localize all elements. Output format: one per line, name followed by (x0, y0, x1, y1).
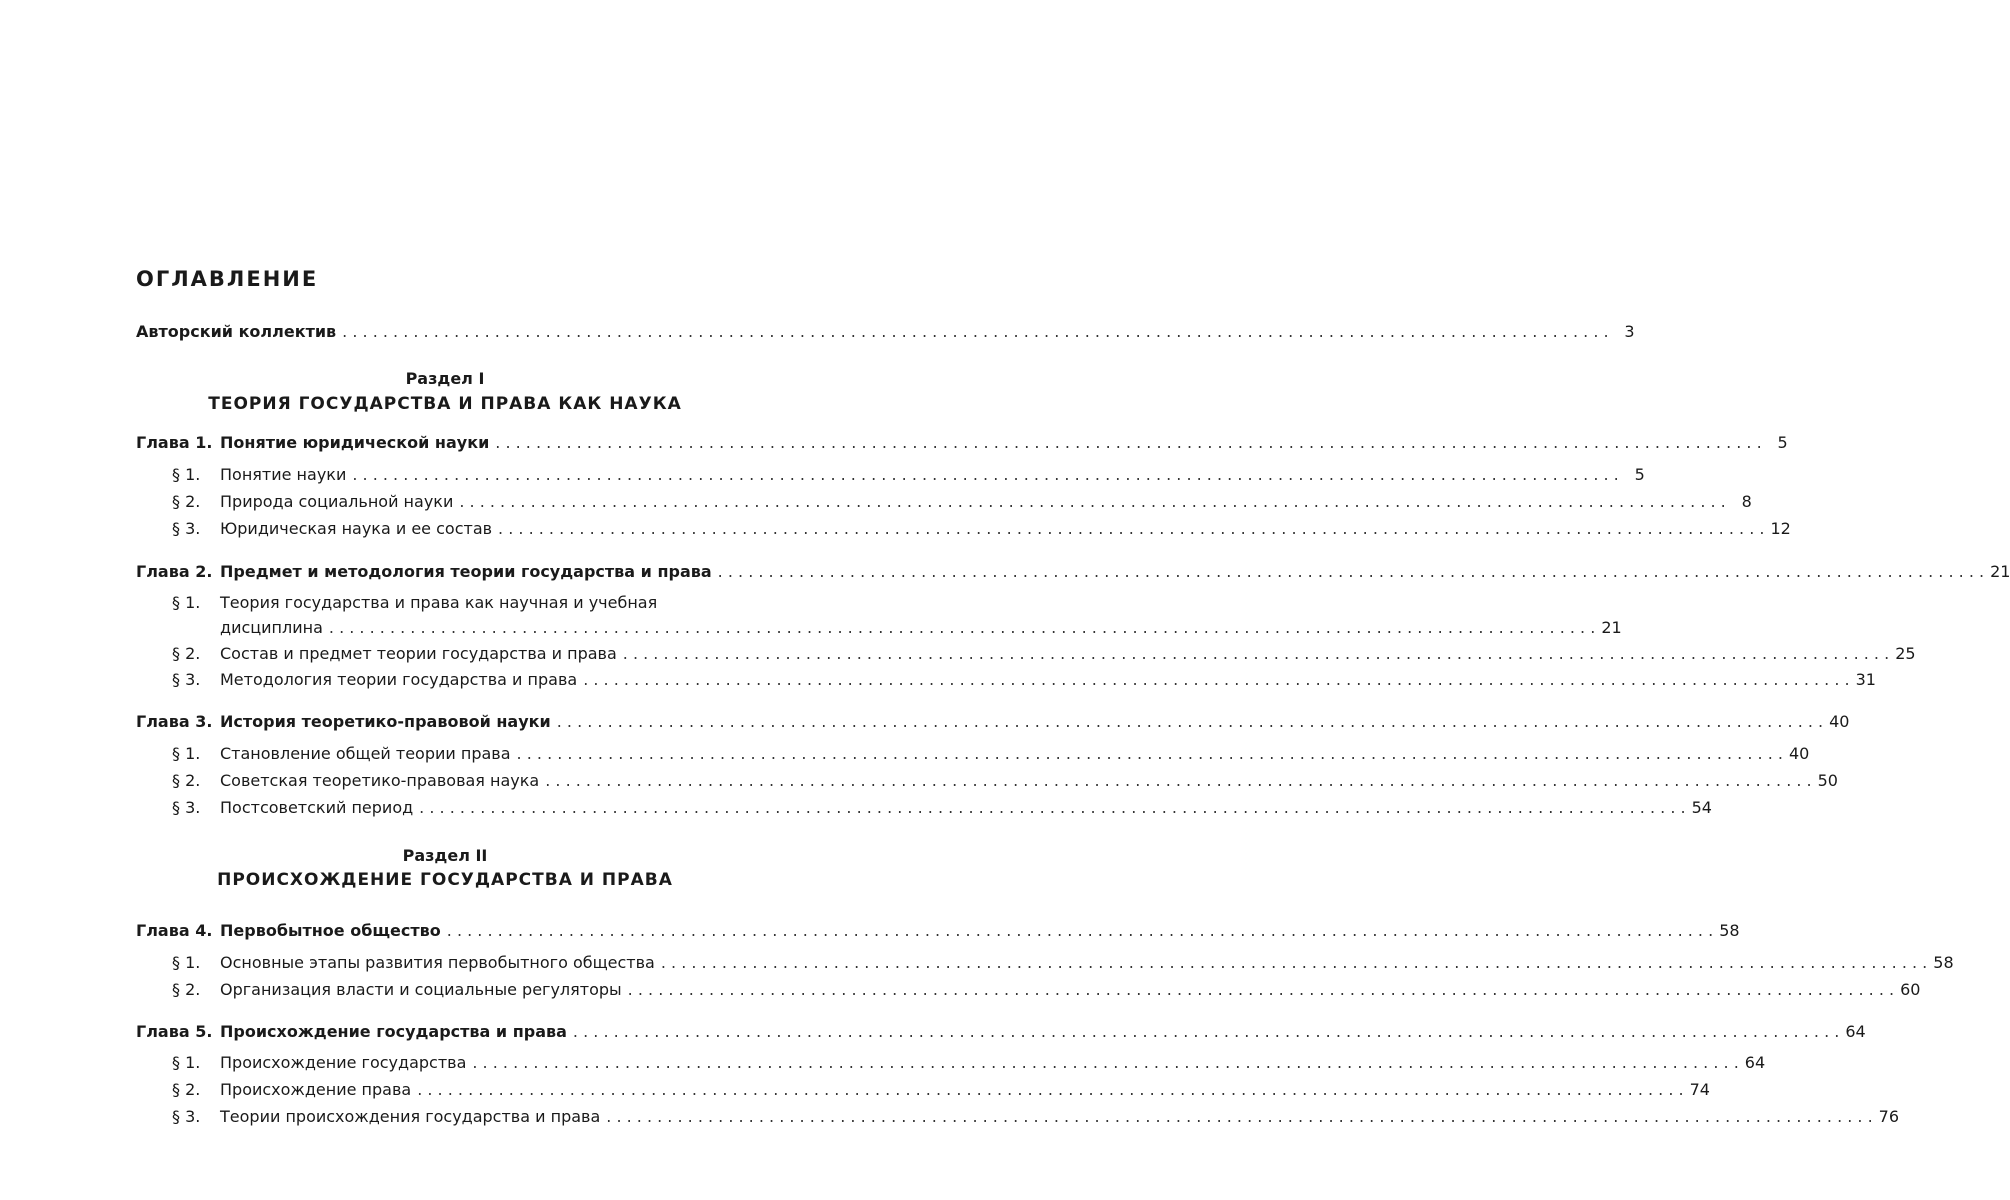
section-title-line-1: Теория государства и права как научная и учебная (220, 593, 658, 612)
toc-section-3-1[interactable] (136, 743, 1810, 765)
page-number: 25 (1895, 644, 1916, 663)
leader-dots (623, 643, 1889, 665)
section-label: § 2. (172, 771, 201, 790)
toc-section-3-3[interactable] (136, 797, 1712, 819)
toc-chapter-5[interactable] (136, 1021, 1866, 1043)
toc-section-1-2[interactable] (136, 491, 1752, 513)
section-label: § 1. (172, 1053, 201, 1072)
section-title: Происхождение права (220, 1080, 412, 1099)
section-title: Советская теоретико-правовая наука (220, 771, 540, 790)
section-label: § 3. (172, 519, 201, 538)
page-number: 64 (1845, 1022, 1866, 1041)
leader-dots (557, 711, 1823, 733)
page-title: ОГЛАВЛЕНИЕ (136, 267, 319, 291)
page-number: 31 (1855, 670, 1876, 689)
section-title: Основные этапы развития первобытного общества (220, 953, 655, 972)
leader-dots (517, 743, 1783, 765)
page-number: 21 (1990, 562, 2010, 581)
leader-dots (417, 1079, 1683, 1101)
page-number: 74 (1689, 1080, 1710, 1099)
page-number: 8 (1741, 492, 1752, 511)
section-title: Становление общей теории права (220, 744, 511, 763)
toc-section-2-1[interactable] (136, 592, 1622, 639)
toc-chapter-1[interactable] (136, 432, 1788, 454)
page-number: 40 (1829, 712, 1850, 731)
section-label: § 2. (172, 644, 201, 663)
page-number: 64 (1744, 1053, 1766, 1072)
part-2-heading: Раздел II (402, 846, 488, 865)
chapter-title: Первобытное общество (220, 921, 441, 940)
chapter-label: Глава 4. (136, 921, 213, 940)
section-label: § 2. (172, 1080, 201, 1099)
section-title-wrap (220, 592, 1622, 639)
chapter-label: Глава 1. (136, 433, 213, 452)
section-label: § 1. (172, 593, 201, 612)
page-number: 58 (1933, 953, 1954, 972)
leader-dots (718, 561, 1984, 583)
toc-section-2-3[interactable] (136, 669, 1876, 691)
toc-section-1-3[interactable] (136, 518, 1791, 540)
section-title: Природа социальной науки (220, 492, 454, 511)
leader-dots (628, 979, 1894, 1001)
leader-dots (459, 491, 1725, 513)
page-number: 3 (1624, 322, 1635, 341)
toc-section-3-2[interactable] (136, 770, 1838, 792)
leader-dots (606, 1106, 1872, 1128)
section-label: § 1. (172, 953, 201, 972)
section-title: Понятие науки (220, 465, 347, 484)
entry-title: Авторский коллектив (136, 322, 337, 341)
section-title-line-2: дисциплина (220, 618, 323, 637)
toc-chapter-4[interactable] (136, 920, 1740, 942)
page-number: 50 (1817, 771, 1838, 790)
section-title: Постсоветский период (220, 798, 414, 817)
section-label: § 2. (172, 492, 201, 511)
section-title: Методология теории государства и права (220, 670, 578, 689)
toc-section-2-2[interactable] (136, 643, 1916, 665)
toc-chapter-2[interactable] (136, 561, 2010, 583)
section-title-line-2-row (220, 617, 1622, 639)
chapter-title: Понятие юридической науки (220, 433, 490, 452)
chapter-label: Глава 5. (136, 1022, 213, 1041)
leader-dots (419, 797, 1685, 819)
page-number: 58 (1719, 921, 1740, 940)
section-title: Организация власти и социальные регуляторы (220, 980, 622, 999)
page-number: 40 (1788, 744, 1810, 763)
chapter-label: Глава 2. (136, 562, 213, 581)
chapter-title: История теоретико-правовой науки (220, 712, 551, 731)
section-label: § 3. (172, 670, 201, 689)
page-number: 60 (1900, 980, 1921, 999)
toc-chapter-3[interactable] (136, 711, 1850, 733)
part-1-heading: Раздел I (405, 369, 485, 388)
page-number: 76 (1878, 1107, 1900, 1126)
section-label: § 3. (172, 798, 201, 817)
chapter-title: Происхождение государства и права (220, 1022, 567, 1041)
chapter-title: Предмет и методология теории государства и права (220, 562, 712, 581)
page-number: 21 (1601, 618, 1622, 637)
section-label: § 1. (172, 744, 201, 763)
section-label: § 3. (172, 1107, 201, 1126)
toc-entry-authors[interactable] (136, 321, 1635, 343)
leader-dots (342, 321, 1608, 343)
leader-dots (661, 952, 1927, 974)
part-1-title: ТЕОРИЯ ГОСУДАРСТВА И ПРАВА КАК НАУКА (208, 394, 682, 414)
leader-dots (545, 770, 1811, 792)
leader-dots (329, 617, 1595, 639)
page-number: 12 (1770, 519, 1791, 538)
toc-section-5-2[interactable] (136, 1079, 1710, 1101)
part-2-title: ПРОИСХОЖДЕНИЕ ГОСУДАРСТВА И ПРАВА (217, 870, 673, 890)
section-title: Теории происхождения государства и права (220, 1107, 601, 1126)
toc-section-4-2[interactable] (136, 979, 1921, 1001)
leader-dots (447, 920, 1713, 942)
leader-dots (352, 464, 1618, 486)
page-number: 5 (1777, 433, 1788, 452)
chapter-label: Глава 3. (136, 712, 213, 731)
leader-dots (495, 432, 1761, 454)
toc-section-5-1[interactable] (136, 1052, 1766, 1074)
section-title: Происхождение государства (220, 1053, 467, 1072)
leader-dots (573, 1021, 1839, 1043)
section-label: § 1. (172, 465, 201, 484)
toc-section-1-1[interactable] (136, 464, 1645, 486)
toc-section-4-1[interactable] (136, 952, 1954, 974)
toc-section-5-3[interactable] (136, 1106, 1900, 1128)
section-title: Юридическая наука и ее состав (220, 519, 493, 538)
section-title: Состав и предмет теории государства и права (220, 644, 617, 663)
section-label: § 2. (172, 980, 201, 999)
leader-dots (498, 518, 1764, 540)
page-number: 5 (1634, 465, 1645, 484)
page-number: 54 (1691, 798, 1712, 817)
leader-dots (472, 1052, 1738, 1074)
leader-dots (583, 669, 1849, 691)
